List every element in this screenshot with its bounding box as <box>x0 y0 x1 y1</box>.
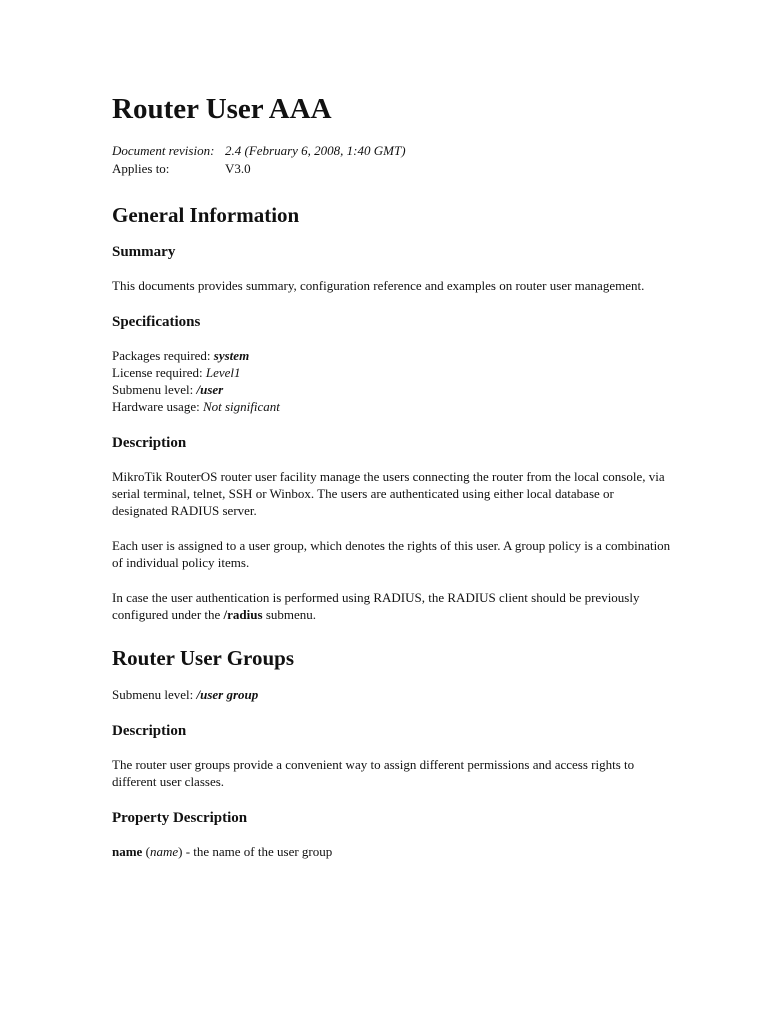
general-information-heading: General Information <box>112 203 300 227</box>
property-name: name <box>112 844 143 859</box>
property-description-heading: Property Description <box>112 810 248 826</box>
specifications-heading: Specifications <box>112 314 201 330</box>
groups-submenu-label: Submenu level: <box>112 687 197 702</box>
revision-value: 2.4 (February 6, 2008, 1:40 GMT) <box>225 143 406 158</box>
spec-submenu <box>112 381 672 398</box>
spec-submenu-value: /user <box>196 382 224 397</box>
document-page <box>112 92 672 860</box>
groups-submenu-line <box>112 686 672 703</box>
revision-row <box>112 142 672 160</box>
applies-row <box>112 160 672 178</box>
property-name-line <box>112 843 672 860</box>
spec-hardware-value: Not significant <box>202 399 280 414</box>
groups-description-heading: Description <box>112 723 187 739</box>
spec-license-value: Level1 <box>205 365 241 380</box>
spec-packages-label: Packages required: <box>112 348 214 363</box>
groups-description-text: The router user groups provide a convenient way to assign different permissions and access rights to different user classes. <box>112 757 635 789</box>
description-p3-text: In case the user authentication is performed using RADIUS, the RADIUS client should be previously configured under the <box>112 590 640 622</box>
summary-text: This documents provides summary, configuration reference and examples on router user management. <box>112 278 645 293</box>
spec-submenu-label: Submenu level: <box>112 382 197 397</box>
description-p3-tail: submenu. <box>262 607 317 622</box>
summary-heading: Summary <box>112 244 176 260</box>
description-paragraph-3 <box>112 589 672 623</box>
radius-submenu-ref: /radius <box>223 607 263 622</box>
spec-packages-value: system <box>213 348 250 363</box>
spec-packages <box>112 347 672 364</box>
property-description-text: ) - the name of the user group <box>178 844 333 859</box>
description-heading: Description <box>112 435 187 451</box>
revision-label: Document revision: <box>112 143 215 158</box>
applies-value: V3.0 <box>225 161 251 176</box>
spec-license-label: License required: <box>112 365 206 380</box>
spec-license <box>112 364 672 381</box>
specifications-list <box>112 347 672 415</box>
property-open-paren: ( <box>142 844 150 859</box>
applies-label: Applies to: <box>112 161 170 176</box>
description-paragraph-2: Each user is assigned to a user group, which denotes the rights of this user. A group policy is a combination of individual policy items. <box>112 538 671 570</box>
router-user-groups-heading: Router User Groups <box>112 646 295 670</box>
groups-submenu-value: /user group <box>196 687 259 702</box>
page-title: Router User AAA <box>112 93 332 125</box>
document-meta <box>112 142 672 178</box>
spec-hardware-label: Hardware usage: <box>112 399 203 414</box>
spec-hardware <box>112 398 672 415</box>
description-paragraph-1: MikroTik RouterOS router user facility manage the users connecting the router from the local console, via serial terminal, telnet, SSH or Winbox. The users are authenticated using either local database or designated RADIUS server. <box>112 469 665 518</box>
property-type: name <box>149 844 179 859</box>
